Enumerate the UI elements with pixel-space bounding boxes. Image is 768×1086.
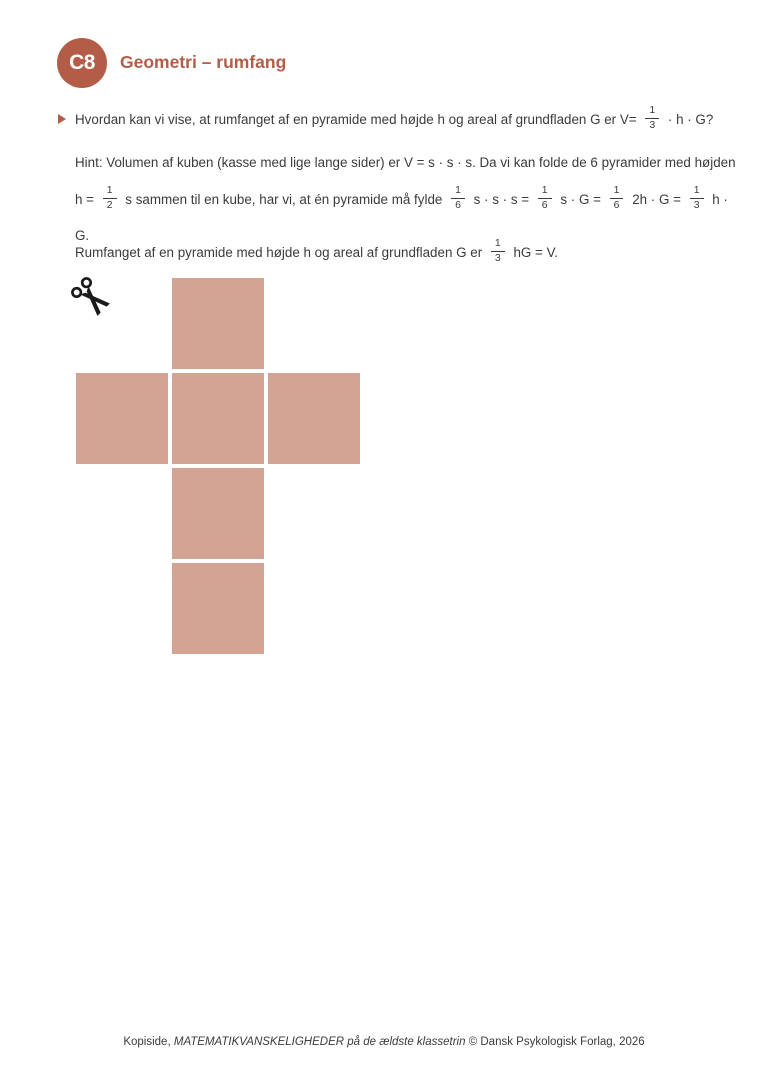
- hint-line-1: Hint: Volumen af kuben (kasse med lige lange sider) er V = s · s · s. Da vi kan folde de 6 pyramider med højden: [75, 155, 736, 170]
- fraction-one-sixth: $\frac{1}{6}$: [451, 185, 465, 212]
- result-text: Rumfanget af en pyramide med højde h og areal af grundfladen G er: [75, 245, 483, 260]
- cube-net-face: [76, 373, 168, 464]
- bullet-triangle-icon: [58, 114, 66, 124]
- hint-seg2: s sammen til en kube, har vi, at én pyramide må fylde: [125, 192, 443, 207]
- hint-seg4: s · G =: [560, 192, 601, 207]
- cube-net-face: [172, 278, 264, 369]
- worksheet-badge: C8: [57, 38, 107, 88]
- question-line: [75, 102, 738, 138]
- cube-net-face: [268, 373, 360, 464]
- result-line: [75, 235, 738, 271]
- page-title: Geometri – rumfang: [120, 52, 287, 72]
- question-text: Hvordan kan vi vise, at rumfanget af en pyramide med højde h og areal af grundfladen G er V=: [75, 112, 637, 127]
- fraction-one-half: $\frac{1}{2}$: [103, 185, 117, 212]
- cube-net-face: [172, 468, 264, 559]
- footer-suffix: © Dansk Psykologisk Forlag, 2026: [465, 1036, 645, 1048]
- cube-net-face: [172, 373, 264, 464]
- hint-seg5: 2h · G =: [632, 192, 681, 207]
- hint-seg3: s · s · s =: [473, 192, 530, 207]
- fraction-one-third: $\frac{1}{3}$: [491, 238, 505, 265]
- cube-net: [76, 278, 360, 654]
- fraction-one-third: $\frac{1}{3}$: [690, 185, 704, 212]
- fraction-one-sixth: $\frac{1}{6}$: [610, 185, 624, 212]
- fraction-one-sixth: $\frac{1}{6}$: [538, 185, 552, 212]
- question-suffix: · h · G?: [667, 112, 714, 127]
- footer-book-title: MATEMATIKVANSKELIGHEDER på de ældste klassetrin: [173, 1036, 466, 1048]
- result-suffix: hG = V.: [513, 245, 558, 260]
- footer: [0, 1036, 768, 1048]
- cube-net-face: [172, 563, 264, 654]
- footer-prefix: Kopiside,: [123, 1036, 174, 1048]
- fraction-one-third: $\frac{1}{3}$: [645, 105, 659, 132]
- hint-seg1: h =: [75, 192, 94, 207]
- hint-seg6: h · G.: [75, 192, 728, 243]
